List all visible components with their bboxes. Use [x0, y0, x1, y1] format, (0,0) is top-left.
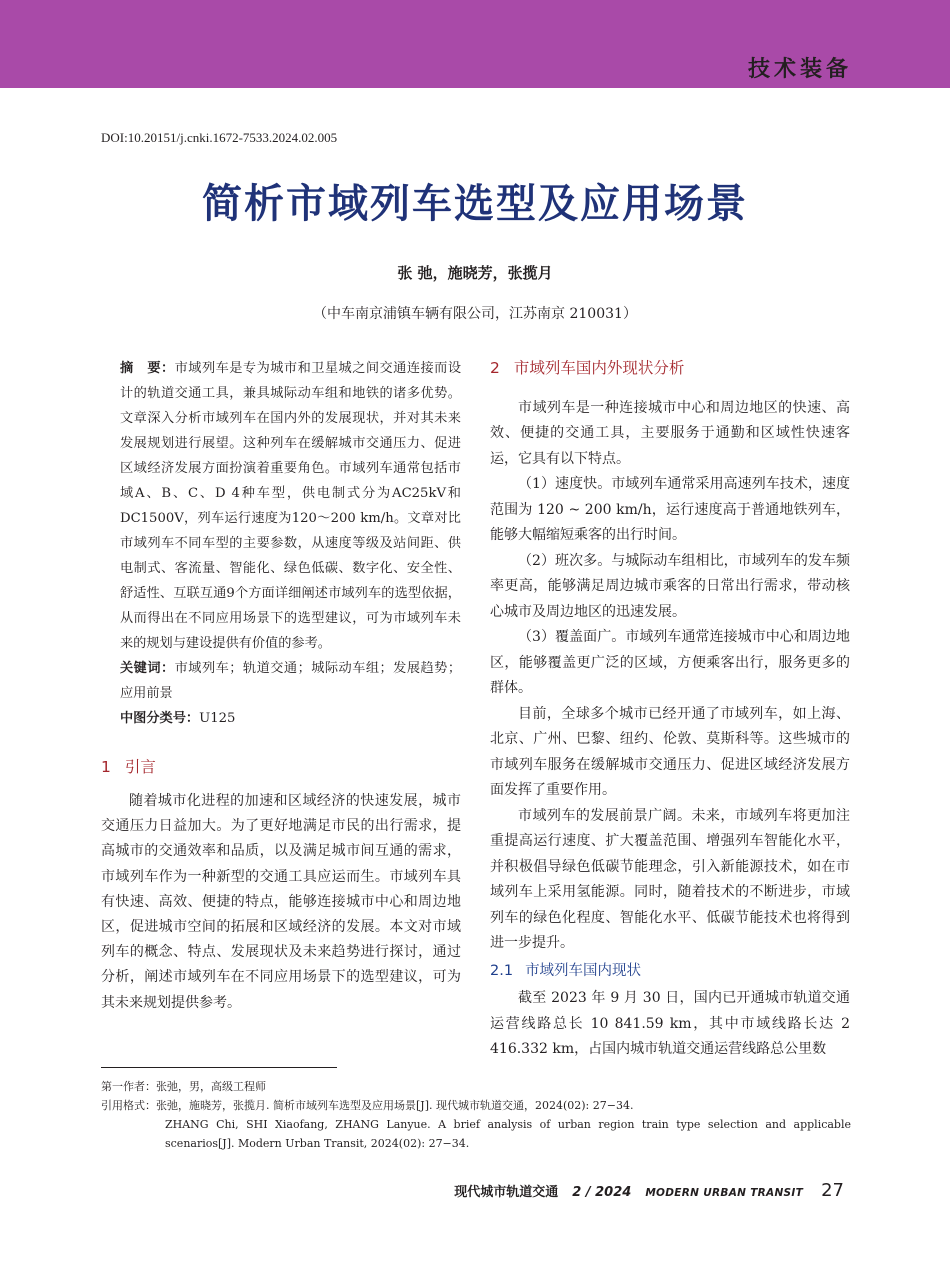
- paragraph: 截至 2023 年 9 月 30 日，国内已开通城市轨道交通运营线路总长 10 841.59 km，其中市域线路长达 2 416.332 km，占国内城市轨道交通运营线路总公里数: [490, 990, 850, 1057]
- paragraph: 随着城市化进程的加速和区域经济的快速发展，城市交通压力日益加大。为了更好地满足市民的出行需求，提高城市的交通效率和品质，以及满足城市间互通的需求，市域列车作为一种新型的交通工具应运而生。市域列车具有快速、高效、便捷的特点，能够连接城市中心和周边地区，促进城市空间的拓展和区域经济的发展。本文对市域列车的概念、特点、发展现状及未来趋势进行探讨，通过分析，阐述市域列车在不同应用场景下的选型建议，可为其未来规划提供参考。: [101, 793, 461, 1011]
- section-heading: [101, 755, 461, 779]
- footer-journal: 现代城市轨道交通: [454, 1185, 559, 1200]
- keywords: [120, 656, 461, 706]
- left-column: [101, 356, 461, 1016]
- section-tag: 技术装备: [747, 57, 852, 82]
- section-title: 市域列车国内外现状分析: [513, 359, 685, 377]
- affiliation: （中车南京浦镇车辆有限公司，江苏南京 210031）: [313, 306, 637, 322]
- paragraph: （3）覆盖面广。市域列车通常连接城市中心和周边地区，能够覆盖更广泛的区域，方便乘客出行，服务更多的群体。: [490, 629, 850, 696]
- footnote-citation-en: ZHANG Chi, SHI Xiaofang, ZHANG Lanyue. A brief analysis of urban region train type selection and applicable scenarios[J]. Modern Urban Transit, 2024(02): 27−34.: [165, 1118, 851, 1150]
- paragraph: 市域列车是一种连接城市中心和周边地区的快速、高效、便捷的交通工具，主要服务于通勤和区域性快速客运，它具有以下特点。: [490, 399, 850, 467]
- keywords-label: 关键词：: [120, 661, 175, 676]
- subsection-title: 市域列车国内现状: [525, 962, 642, 979]
- section-number: 1: [101, 758, 111, 776]
- abstract-label: 摘 要：: [120, 361, 175, 376]
- clc-value: U125: [199, 711, 236, 726]
- subsection-number: 2.1: [490, 962, 514, 979]
- authors: 张 弛，施晓芳，张揽月: [397, 264, 553, 282]
- keywords-text: 市域列车；轨道交通；城际动车组；发展趋势；应用前景: [120, 661, 462, 701]
- section-number: 2: [490, 359, 500, 377]
- footnote-rule: [101, 1067, 337, 1068]
- footnote-citation-cn: 引用格式：张弛，施晓芳，张揽月. 简析市域列车选型及应用场景[J]. 现代城市轨道交通，2024(02): 27−34.: [101, 1099, 634, 1112]
- clc-label: 中图分类号：: [120, 711, 200, 726]
- abstract-text: 市域列车是专为城市和卫星城之间交通连接而设计的轨道交通工具，兼具城际动车组和地铁的诸多优势。文章深入分析市域列车在国内外的发展现状，并对其未来发展规划进行展望。这种列车在缓解城市交通压力、促进区域经济发展方面扮演着重要角色。市域列车通常包括市域A、B、C、D 4种车型，供电制式分为AC25kV和DC1500V，列车运行速度为120～200 km/h。文章对比市域列车不同车型的主要参数，从速度等级及站间距、供电制式、客流量、智能化、绿色低碳、数字化、安全性、舒适性、互联互通9个方面详细阐述市域列车的选型依据，从而得出在不同应用场景下的选型建议，可为市域列车未来的规划与建设提供有价值的参考。: [120, 361, 462, 651]
- paragraph: （2）班次多。与城际动车组相比，市域列车的发车频率更高，能够满足周边城市乘客的日常出行需求，带动核心城市及周边地区的迅速发展。: [490, 552, 850, 620]
- footer-issue: 2 / 2024: [572, 1185, 632, 1200]
- paragraph: （1）速度快。市域列车通常采用高速列车技术，速度范围为 120 ~ 200 km/h，运行速度高于普通地铁列车，能够大幅缩短乘客的出行时间。: [490, 476, 850, 543]
- clc: [120, 706, 461, 731]
- abstract: [120, 356, 461, 656]
- doi[interactable]: DOI:10.20151/j.cnki.1672-7533.2024.02.005: [101, 130, 338, 145]
- section-title: 引言: [124, 758, 156, 776]
- footnotes: [101, 1077, 851, 1153]
- section-heading: [490, 356, 850, 382]
- subsection-heading: [490, 959, 850, 985]
- article-title: 简析市域列车选型及应用场景: [202, 180, 748, 227]
- right-column: [490, 356, 850, 1063]
- paragraph: 市域列车的发展前景广阔。未来，市域列车将更加注重提高运行速度、扩大覆盖范围、增强列车智能化水平，并积极倡导绿色低碳节能理念，引入新能源技术，如在市域列车上采用氢能源。同时，随着技术的不断进步，市域列车的绿色化程度、智能化水平、低碳节能技术也将得到进一步提升。: [490, 807, 850, 951]
- page-number: 27: [821, 1180, 844, 1201]
- paragraph: 目前，全球多个城市已经开通了市域列车，如上海、北京、广州、巴黎、纽约、伦敦、莫斯科等。这些城市的市域列车服务在缓解城市交通压力、促进区域经济发展方面发挥了重要作用。: [490, 705, 850, 798]
- page-footer: [454, 1180, 844, 1201]
- footnote-author: 第一作者：张弛，男，高级工程师: [101, 1080, 266, 1093]
- abstract-block: [101, 356, 461, 731]
- footer-journal-en: MODERN URBAN TRANSIT: [645, 1187, 804, 1199]
